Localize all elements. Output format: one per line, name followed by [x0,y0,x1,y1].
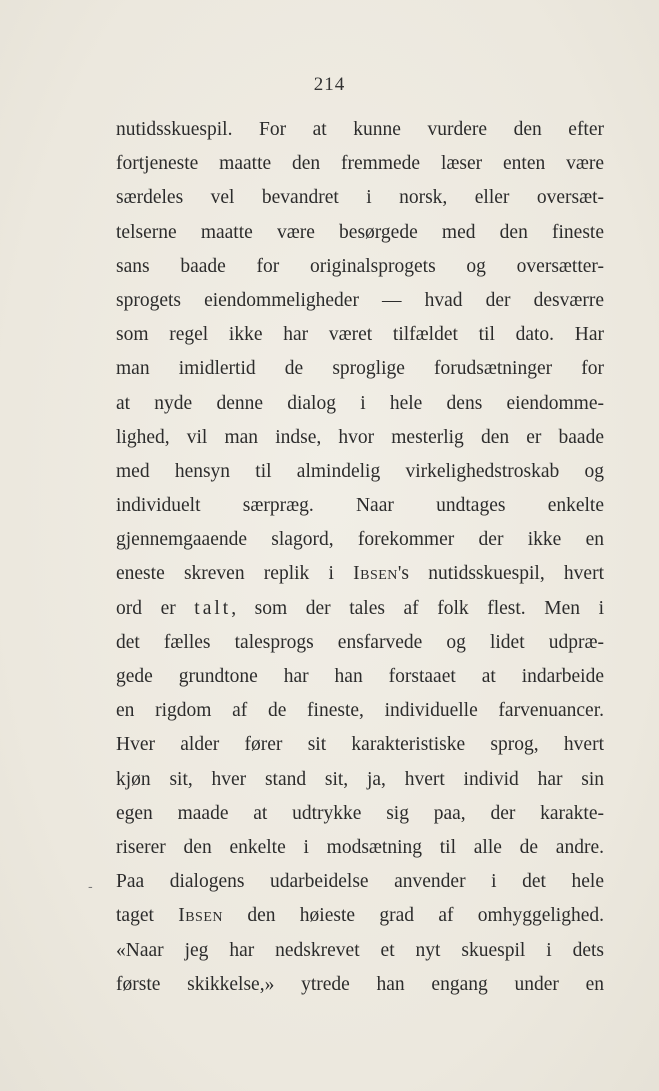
text-line: gjennemgaaende slagord, forekommer der ikke en [116,529,604,551]
text-line: riserer den enkelte i modsætning til alle de andre. [116,836,604,858]
line-fragment: 's nutidsskuespil, hvert [397,563,604,585]
text-line: individuelt særpræg. Naar undtages enkelte [116,495,604,517]
text-line-with-emphasis [116,592,604,626]
page-number: 214 [313,74,346,95]
author-name: Ibsen [178,905,223,927]
text-line: gede grundtone har han forstaaet at indarbeide [116,666,604,687]
text-line: kjøn sit, hver stand sit, ja, hvert individ har sin [116,768,604,790]
text-line: telserne maatte være besørgede med den fineste [116,221,604,243]
text-line: første skikkelse,» ytrede han engang under en [116,973,604,995]
author-name: Ibsen [353,563,398,585]
text-line: som regel ikke har været tilfældet til dato. Har [116,324,604,346]
text-line-with-name [116,557,604,591]
text-line: egen maade at udtrykke sig paa, der karakte- [116,802,604,824]
emphasized-word: talt [194,597,232,619]
text-line: Paa dialogens udarbeidelse anvender i det hele [116,871,604,893]
line-fragment: taget [116,905,179,927]
text-line: med hensyn til almindelig virkelighedstroskab og [116,460,604,482]
text-line: det fælles talesprogs ensfarvede og lidet udpræ- [116,631,604,653]
text-line: lighed, vil man indse, hvor mesterlig den er baade [116,426,604,448]
text-line: nutidsskuespil. For at kunne vurdere den efter [116,119,604,140]
text-line: man imidlertid de sproglige forudsætninger for [116,358,604,380]
body-text [116,113,604,1002]
text-line: at nyde denne dialog i hele dens eiendomme- [116,392,604,414]
line-fragment: , som der tales af folk flest. Men i [231,597,604,619]
text-line: fortjeneste maatte den fremmede læser enten være [116,153,604,175]
text-line: sprogets eiendommeligheder — hvad der desværre [116,289,604,311]
line-fragment: den høieste grad af omhyggelighed. [223,905,604,927]
margin-dash-mark: - [88,879,93,895]
text-line: særdeles vel bevandret i norsk, eller oversæt- [116,187,604,209]
line-fragment: eneste skreven replik i [116,563,354,585]
text-line: en rigdom af de fineste, individuelle farvenuancer. [116,700,604,722]
text-line: sans baade for originalsprogets og oversætter- [116,255,604,277]
text-line: «Naar jeg har nedskrevet et nyt skuespil i dets [116,939,604,961]
text-line: Hver alder fører sit karakteristiske sprog, hvert [116,734,604,756]
text-line-with-name [116,899,604,933]
line-fragment: ord er [116,597,195,619]
